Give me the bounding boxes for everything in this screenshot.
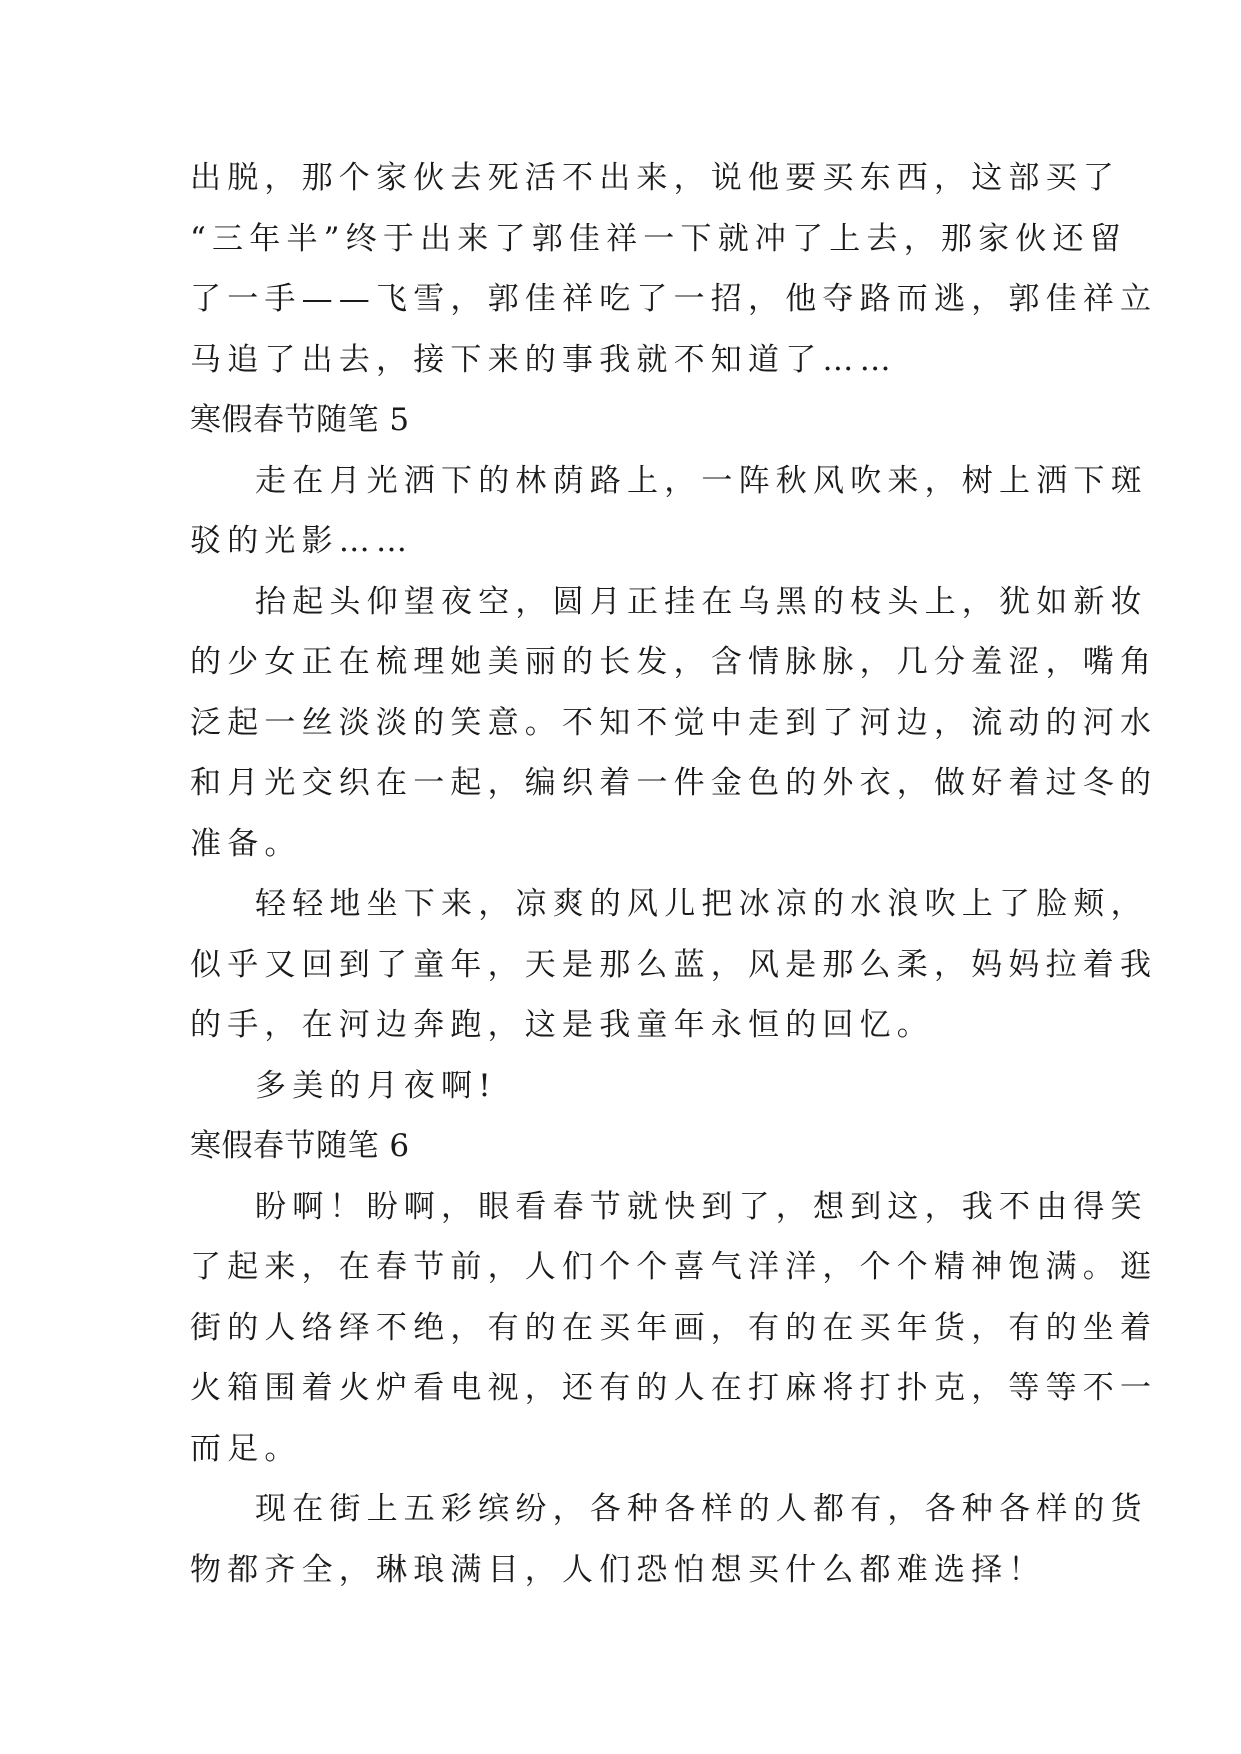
text-line: 出脱，那个家伙去死活不出来，说他要买东西，这部买了 [190,160,1120,196]
paragraph-first-line: 走在月光洒下的林荫路上，一阵秋风吹来，树上洒下斑 [255,462,1148,499]
text-line: 马追了出去，接下来的事我就不知道了…… [190,341,897,378]
text-line: 而足。 [190,1430,302,1467]
section-title: 寒假春节随笔 5 [190,402,410,438]
text-line: 物都齐全，琳琅满目，人们恐怕想买什么都难选择！ [190,1551,1046,1588]
text-line: 似乎又回到了童年，天是那么蓝，风是那么柔，妈妈拉着我 [190,946,1158,983]
paragraph-first-line: 轻轻地坐下来，凉爽的风儿把冰凉的水浪吹上了脸颊， [255,886,1148,922]
text-line: 驳的光影…… [190,523,414,559]
text-line: 了一手——飞雪，郭佳祥吃了一招，他夺路而逃，郭佳祥立 [190,281,1158,317]
paragraph-first-line: 多美的月夜啊! [255,1067,497,1104]
text-line: 准备。 [190,825,302,862]
text-line: 街的人络绎不绝，有的在买年画，有的在买年货，有的坐着 [190,1309,1158,1346]
document-page [190,148,1158,1600]
paragraph-first-line: 现在街上五彩缤纷，各种各样的人都有，各种各样的货 [255,1491,1148,1527]
paragraph-first-line: 抬起头仰望夜空，圆月正挂在乌黑的枝头上，犹如新妆 [255,583,1148,620]
text-line: “三年半”终于出来了郭佳祥一下就冲了上去，那家伙还留 [190,220,1127,257]
text-line: 和月光交织在一起，编织着一件金色的外衣，做好着过冬的 [190,765,1158,801]
text-line: 的少女正在梳理她美丽的长发，含情脉脉，几分羞涩，嘴角 [190,644,1158,680]
section-title: 寒假春节随笔 6 [190,1128,410,1164]
text-line: 泛起一丝淡淡的笑意。不知不觉中走到了河边，流动的河水 [190,704,1158,741]
paragraph-first-line: 盼啊！盼啊，眼看春节就快到了，想到这，我不由得笑 [255,1188,1148,1225]
text-line: 的手，在河边奔跑，这是我童年永恒的回忆。 [190,1007,934,1043]
text-line: 了起来，在春节前，人们个个喜气洋洋，个个精神饱满。逛 [190,1249,1158,1285]
text-line: 火箱围着火炉看电视，还有的人在打麻将打扑克，等等不一 [190,1370,1158,1406]
